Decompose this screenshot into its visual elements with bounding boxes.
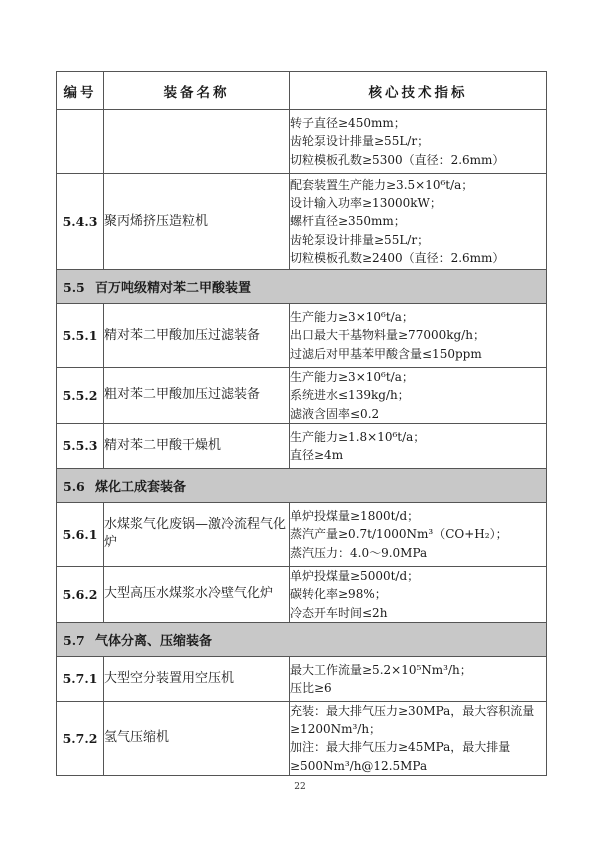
core-specs bbox=[290, 304, 547, 368]
table-row bbox=[57, 174, 547, 270]
spec-line: 单炉投煤量≥5000t/d； bbox=[290, 568, 420, 583]
spec-line: 过滤后对甲基苯甲酸含量≤150ppm bbox=[290, 346, 482, 361]
spec-line: 配套装置生产能力≥3.5×10⁶t/a； bbox=[290, 177, 474, 192]
section-cell bbox=[57, 270, 547, 304]
spec-line: 碳转化率≥98%； bbox=[290, 587, 387, 602]
spec-line: 压比≥6 bbox=[290, 680, 332, 695]
core-specs bbox=[290, 656, 547, 701]
section-row bbox=[57, 622, 547, 656]
table-row bbox=[57, 502, 547, 566]
equipment-name: 聚丙烯挤压造粒机 bbox=[104, 174, 290, 270]
section-title: 气体分离、压缩装备 bbox=[95, 633, 213, 649]
spec-line: 生产能力≥3×10⁶t/a； bbox=[290, 310, 414, 325]
table-row bbox=[57, 368, 547, 424]
section-row bbox=[57, 270, 547, 304]
table-row bbox=[57, 566, 547, 622]
spec-line: 直径≥4m bbox=[290, 447, 344, 462]
core-specs bbox=[290, 368, 547, 424]
table-body bbox=[57, 110, 547, 776]
spec-line: 最大工作流量≥5.2×10⁵Nm³/h； bbox=[290, 662, 472, 677]
equipment-number: 5.6.2 bbox=[57, 566, 104, 622]
equipment-name: 氢气压缩机 bbox=[104, 701, 290, 775]
section-row bbox=[57, 468, 547, 502]
section-cell bbox=[57, 468, 547, 502]
page-number: 22 bbox=[294, 782, 306, 792]
section-number: 5.5 bbox=[63, 280, 85, 295]
spec-line: 转子直径≥450mm； bbox=[290, 116, 406, 131]
spec-line: 系统进水≤139kg/h； bbox=[290, 388, 410, 403]
section-number: 5.6 bbox=[63, 478, 85, 494]
equipment-spec-table bbox=[56, 71, 547, 776]
equipment-name: 大型空分装置用空压机 bbox=[104, 656, 290, 701]
core-specs bbox=[290, 110, 547, 174]
equipment-name: 精对苯二甲酸加压过滤装备 bbox=[104, 304, 290, 368]
spec-line: 齿轮泵设计排量≥55L/r； bbox=[290, 232, 430, 247]
core-specs bbox=[290, 701, 547, 775]
equipment-number: 5.7.2 bbox=[57, 701, 104, 775]
spec-line: 出口最大干基物料量≥77000kg/h； bbox=[290, 328, 485, 343]
spec-line: 生产能力≥3×10⁶t/a； bbox=[290, 370, 414, 384]
table-row bbox=[57, 423, 547, 468]
equipment-number: 5.5.3 bbox=[57, 423, 104, 468]
spec-line: 生产能力≥1.8×10⁶t/a； bbox=[290, 429, 426, 444]
spec-line: 充装：最大排气压力≥30MPa，最大容积流量≥1200Nm³/h； bbox=[290, 703, 535, 737]
equipment-number bbox=[57, 110, 104, 174]
header-number: 编号 bbox=[57, 72, 104, 110]
section-title: 百万吨级精对苯二甲酸装置 bbox=[95, 281, 252, 296]
table-row bbox=[57, 304, 547, 368]
header-core-specs: 核心技术指标 bbox=[290, 72, 547, 110]
table-row bbox=[57, 656, 547, 701]
equipment-number: 5.5.2 bbox=[57, 368, 104, 424]
spec-line: 滤液含固率≤0.2 bbox=[290, 406, 380, 421]
spec-line: 加注：最大排气压力≥45MPa，最大排量≥500Nm³/h@12.5MPa bbox=[290, 740, 511, 773]
equipment-name bbox=[104, 110, 290, 174]
equipment-name: 大型高压水煤浆水冷壁气化炉 bbox=[104, 566, 290, 622]
core-specs bbox=[290, 423, 547, 468]
equipment-number: 5.5.1 bbox=[57, 304, 104, 368]
equipment-name: 水煤浆气化废锅—激冷流程气化炉 bbox=[104, 502, 290, 566]
spec-line: 切粒模板孔数≥2400（直径：2.6mm） bbox=[290, 250, 505, 265]
core-specs bbox=[290, 566, 547, 622]
spec-line: 单炉投煤量≥1800t/d； bbox=[290, 508, 420, 523]
spec-line: 切粒模板孔数≥5300（直径：2.6mm） bbox=[290, 152, 505, 167]
section-number: 5.7 bbox=[63, 632, 85, 648]
spec-line: 设计输入功率≥13000kW； bbox=[290, 196, 442, 211]
core-specs bbox=[290, 174, 547, 270]
table-row bbox=[57, 110, 547, 174]
spec-line: 齿轮泵设计排量≥55L/r； bbox=[290, 134, 430, 149]
table-header-row bbox=[57, 72, 547, 110]
section-title: 煤化工成套装备 bbox=[95, 479, 187, 495]
spec-line: 螺杆直径≥350mm； bbox=[290, 214, 406, 229]
section-cell bbox=[57, 622, 547, 656]
equipment-name: 粗对苯二甲酸加压过滤装备 bbox=[104, 368, 290, 424]
core-specs bbox=[290, 502, 547, 566]
equipment-number: 5.4.3 bbox=[57, 174, 104, 270]
spec-line: 蒸汽压力：4.0～9.0MPa bbox=[290, 545, 428, 560]
header-equipment-name: 装备名称 bbox=[104, 72, 290, 110]
spec-line: 蒸汽产量≥0.7t/1000Nm³（CO+H₂）； bbox=[290, 527, 508, 542]
spec-line: 冷态开车时间≤2h bbox=[290, 605, 388, 620]
equipment-number: 5.6.1 bbox=[57, 502, 104, 566]
equipment-name: 精对苯二甲酸干燥机 bbox=[104, 423, 290, 468]
equipment-number: 5.7.1 bbox=[57, 656, 104, 701]
table-row bbox=[57, 701, 547, 775]
